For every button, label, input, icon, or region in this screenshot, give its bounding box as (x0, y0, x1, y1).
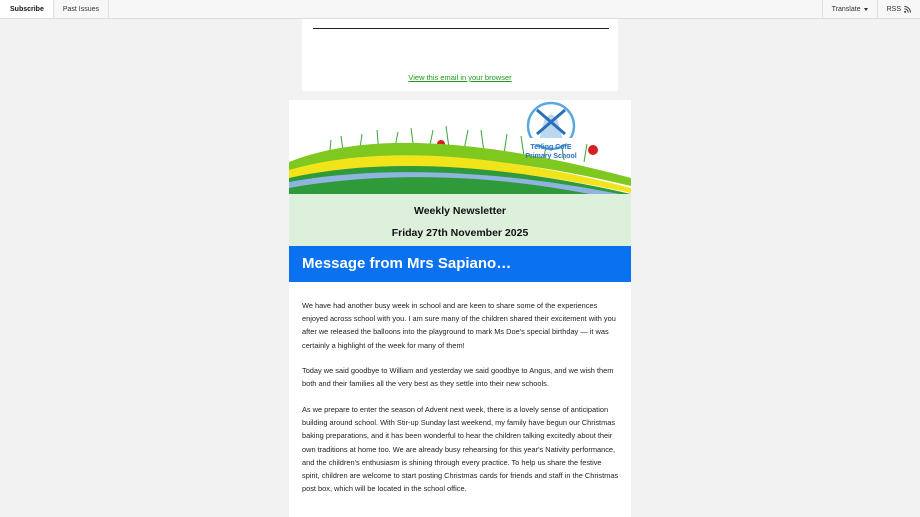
tab-subscribe-label: Subscribe (10, 5, 44, 13)
message-body (289, 282, 631, 517)
preheader (302, 19, 618, 91)
tab-past-issues[interactable] (54, 0, 109, 18)
translate-dropdown[interactable] (822, 0, 877, 18)
tab-past-issues-label: Past Issues (62, 5, 100, 13)
school-logo (527, 103, 575, 149)
paragraph-3: As we prepare to enter the season of Advent next week, there is a lovely sense of anticipation building around school. With Stir-up Sunday last weekend, my family have begun our Christmas baking preparations, and it has been wonderful to hear the children talking excitedly about their own traditions at home too. We are already busy rehearsing for this year's Nativity performance, and the children's enthusiasm is shining through every practice. To help us share the festive spirit, children are welcome to start posting Christmas cards for friends and staff in the Christmas post box, which will be located in the school office. (302, 405, 619, 494)
school-banner (289, 100, 631, 194)
newsletter-header (289, 194, 631, 246)
translate-label: Translate (831, 5, 861, 13)
paragraph-1: We have had another busy week in school and are keen to share some of the experiences enjoyed across school with you. I am sure many of the children shared their excitement with you after we released the balloons into the playground to mark Ms Doe's special birthday — it was certainly a highlight of the week for many of them! (302, 301, 616, 350)
nav-spacer (109, 0, 822, 18)
top-nav-bar (0, 0, 920, 19)
rss-icon (904, 6, 911, 13)
school-name-line-2: Primary School (525, 153, 577, 160)
newsletter-date: Friday 27th November 2025 (391, 227, 529, 239)
newsletter-title: Weekly Newsletter (413, 205, 507, 217)
view-in-browser-link[interactable]: View this email in your browser (408, 73, 512, 82)
tab-subscribe[interactable] (0, 0, 54, 18)
paragraph-2: Today we said goodbye to William and yesterday we said goodbye to Angus, and we wish them both and their families all the very best as they settle into their new schools. (302, 366, 614, 389)
message-heading-bar (289, 246, 631, 282)
message-heading: Message from Mrs Sapiano… (302, 255, 512, 272)
rss-link[interactable] (877, 0, 920, 18)
rss-label: RSS (886, 5, 901, 13)
divider (313, 28, 609, 29)
banner-illustration (289, 100, 631, 194)
school-name-line-1: Terling CofE (530, 144, 572, 151)
chevron-down-icon (864, 8, 868, 11)
